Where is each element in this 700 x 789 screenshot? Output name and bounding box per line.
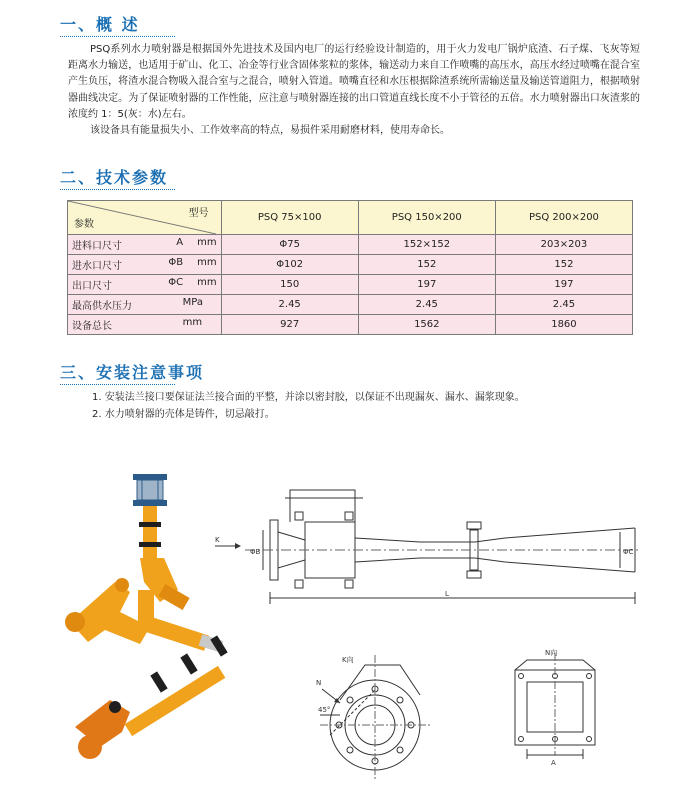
overview-paragraph-2: 该设备具有能量损失小、工作效率高的特点，易损件采用耐磨材料，使用寿命长。 [90, 125, 450, 137]
spec-row [68, 255, 633, 275]
k-view-drawing [300, 645, 445, 785]
install-note: 2. 水力喷射器的壳体是铸件，切忌敲打。 [92, 409, 275, 420]
ejector-side-view-drawing [205, 470, 640, 615]
spec-row [68, 235, 633, 255]
spec-row-label: 设备总长 mm [68, 315, 222, 335]
section2-title: 二、技术参数 [60, 168, 169, 187]
corner-param-label: 参数 [74, 219, 94, 230]
length-l-label: L [445, 590, 449, 598]
spec-row-label: 最高供水压力 MPa [68, 295, 222, 315]
spec-cell: Φ75 [221, 235, 358, 255]
spec-corner-cell [68, 201, 222, 235]
spec-cell: 2.45 [358, 295, 495, 315]
dimension-a-label: A [551, 759, 556, 767]
phi-b-label: ΦB [250, 548, 261, 556]
spec-cell: Φ102 [221, 255, 358, 275]
spec-row [68, 275, 633, 295]
spec-row-label: 出口尺寸 ΦC mm [68, 275, 222, 295]
n-view-label: N向 [545, 649, 558, 657]
section3-underline [60, 384, 175, 385]
n-view-drawing [505, 645, 605, 770]
section1-underline [60, 36, 175, 37]
spec-cell: 197 [358, 275, 495, 295]
n-arrow-label: N [316, 679, 322, 687]
install-notes [92, 389, 525, 423]
spec-cell: 150 [221, 275, 358, 295]
k-view-label: K向 [342, 656, 354, 664]
spec-cell: 2.45 [495, 295, 632, 315]
spec-cell: 1562 [358, 315, 495, 335]
spec-cell: 152×152 [358, 235, 495, 255]
overview-paragraph-1: PSQ系列水力喷射器是根据国外先进技术及国内电厂的运行经验设计制造的，用于火力发电厂锅炉底渣、石子煤、飞灰等短距离水力输送，也适用于矿山、化工、冶金等行业含固体浆粒的浆体，输送动力来自工作喷嘴的高压水，高压水经过喷嘴在混合室产生负压，将渣水混合物吸入混合室与之混合，喷射入管道。喷嘴直径和水压根据除渣系统所需输送量及输送管道阻力，根据喷射器曲线决定。为了保证喷射器的工作性能，应注意与喷射器连接的出口管道直线长度不小于管径的五倍。水力喷射器出口灰渣浆的浓度约 1：5(灰：水)左右。 [68, 44, 640, 120]
model-header: PSQ 150×200 [358, 201, 495, 235]
model-header: PSQ 200×200 [495, 201, 632, 235]
phi-c-label: ΦC [623, 548, 634, 556]
spec-cell: 197 [495, 275, 632, 295]
spec-row-label: 进料口尺寸 A mm [68, 235, 222, 255]
spec-row-label: 进水口尺寸 ΦB mm [68, 255, 222, 275]
upright-ejector-image [133, 474, 190, 632]
install-note: 1. 安装法兰接口要保证法兰接合面的平整，并涂以密封胶，以保证不出现漏灰、漏水、漏浆现象。 [92, 392, 525, 403]
spec-cell: 927 [221, 315, 358, 335]
spec-cell: 152 [495, 255, 632, 275]
spec-cell: 2.45 [221, 295, 358, 315]
model-header: PSQ 75×100 [221, 201, 358, 235]
spec-cell: 152 [358, 255, 495, 275]
section1-title: 一、概 述 [60, 15, 140, 34]
spec-table [67, 200, 633, 335]
section2-underline [60, 189, 175, 190]
spec-row [68, 295, 633, 315]
spec-cell: 1860 [495, 315, 632, 335]
angle-label: 45° [318, 706, 331, 714]
horizontal-ejector-image-2 [75, 635, 228, 759]
spec-header-row [68, 201, 633, 235]
k-arrow-label: K [215, 536, 220, 544]
spec-cell: 203×203 [495, 235, 632, 255]
overview-text [68, 42, 640, 139]
section3-title: 三、安装注意事项 [60, 363, 205, 382]
corner-model-label: 型号 [188, 208, 209, 219]
spec-row [68, 315, 633, 335]
